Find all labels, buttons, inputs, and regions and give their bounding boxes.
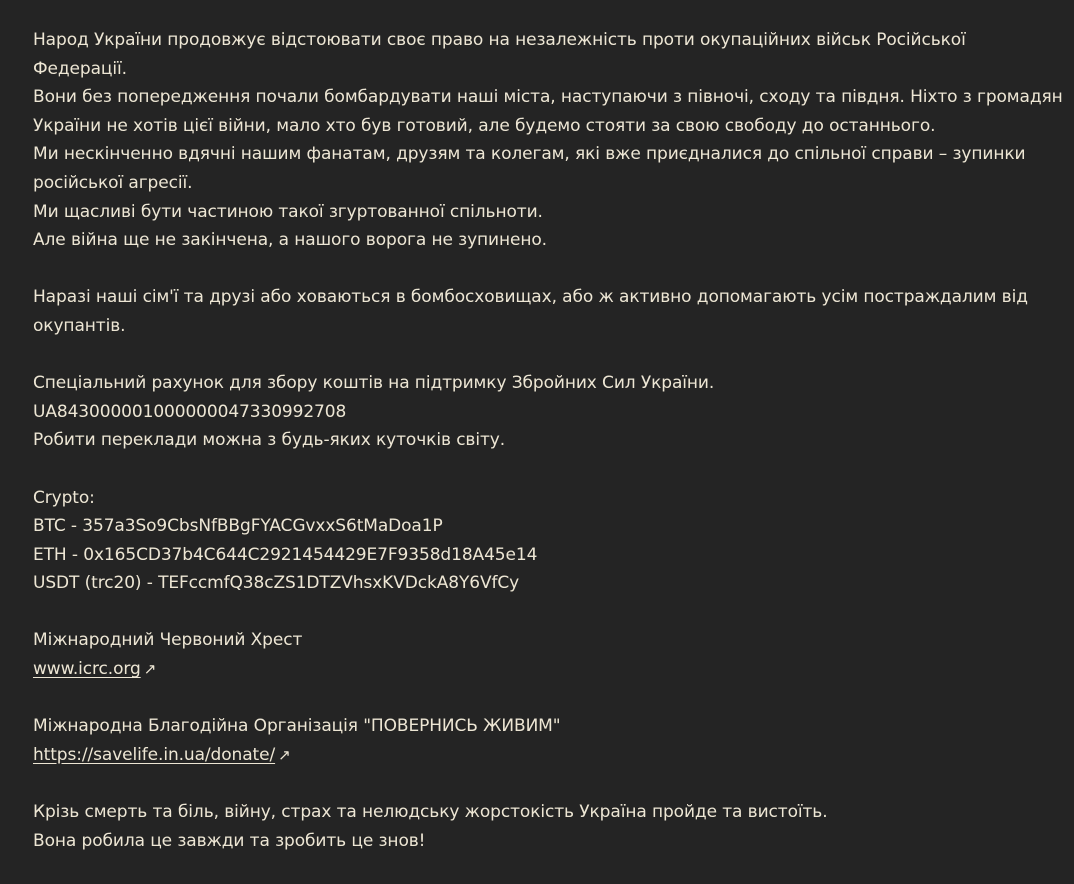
support-ukraine-message [33, 26, 1063, 884]
families-paragraph [33, 283, 1063, 340]
intro-paragraph [33, 26, 1063, 255]
savelife-link[interactable] [33, 745, 291, 765]
account-title: Спеціальний рахунок для збору коштів на підтримку Збройних Сил України. [33, 373, 715, 394]
red-cross-paragraph [33, 626, 1063, 683]
savelife-link-text: https://savelife.in.ua/donate/ [33, 744, 276, 765]
account-iban: UA843000001000000047330992708 [33, 401, 347, 422]
intro-line: Народ України продовжує відстоювати своє право на незалежність проти окупаційних військ Російської Федерації. [33, 30, 966, 79]
crypto-label: Crypto: [33, 487, 95, 508]
external-link-icon: ↗ [143, 660, 157, 679]
savelife-name: Міжнародна Благодійна Організація "ПОВЕРНИСЬ ЖИВИМ" [33, 716, 561, 737]
red-cross-link[interactable] [33, 659, 156, 679]
savelife-paragraph [33, 712, 1063, 769]
red-cross-link-text: www.icrc.org [33, 659, 141, 680]
red-cross-name: Міжнародний Червоний Хрест [33, 630, 303, 651]
intro-line: Ми нескінченно вдячні нашим фанатам, друзям та колегам, які вже приєдналися до спільної справи – зупинки російської агресії. [33, 144, 1026, 193]
intro-line: Вони без попередження почали бомбардувати наші міста, наступаючи з півночі, сходу та півдня. Ніхто з громадян України не хотів цієї війни, мало хто був готовий, але будемо стояти за свою свободу до останнього. [33, 87, 1063, 136]
account-note: Робити переклади можна з будь-яких куточків світу. [33, 430, 506, 451]
red-cross-link-line [33, 655, 1063, 684]
outro-paragraph [33, 798, 1063, 855]
external-link-icon: ↗ [278, 745, 291, 764]
families-line: Наразі наші сім'ї та друзі або ховаються в бомбосховищах, або ж активно допомагають усім постраждалим від окупантів. [33, 287, 1028, 336]
outro-line: Крізь смерть та біль, війну, страх та нелюдську жорстокість Україна пройде та вистоїть. [33, 802, 828, 823]
account-paragraph [33, 369, 1063, 455]
intro-line: Але війна ще не закінчена, а нашого ворога не зупинено. [33, 230, 547, 251]
crypto-usdt-address: USDT (trc20) - TEFccmfQ38cZS1DTZVhsxKVDckA8Y6VfCy [33, 573, 520, 594]
intro-line: Ми щасливі бути частиною такої згуртованної спільноти. [33, 201, 543, 222]
savelife-link-line [33, 741, 1063, 770]
crypto-btc-address: BTC - 357a3So9CbsNfBBgFYACGvxxS6tMaDoa1P [33, 516, 443, 537]
outro-line: Вона робила це завжди та зробить це знов! [33, 830, 426, 851]
crypto-eth-address: ETH - 0x165CD37b4C644C2921454429E7F9358d18A45e14 [33, 544, 538, 565]
crypto-paragraph [33, 484, 1063, 598]
